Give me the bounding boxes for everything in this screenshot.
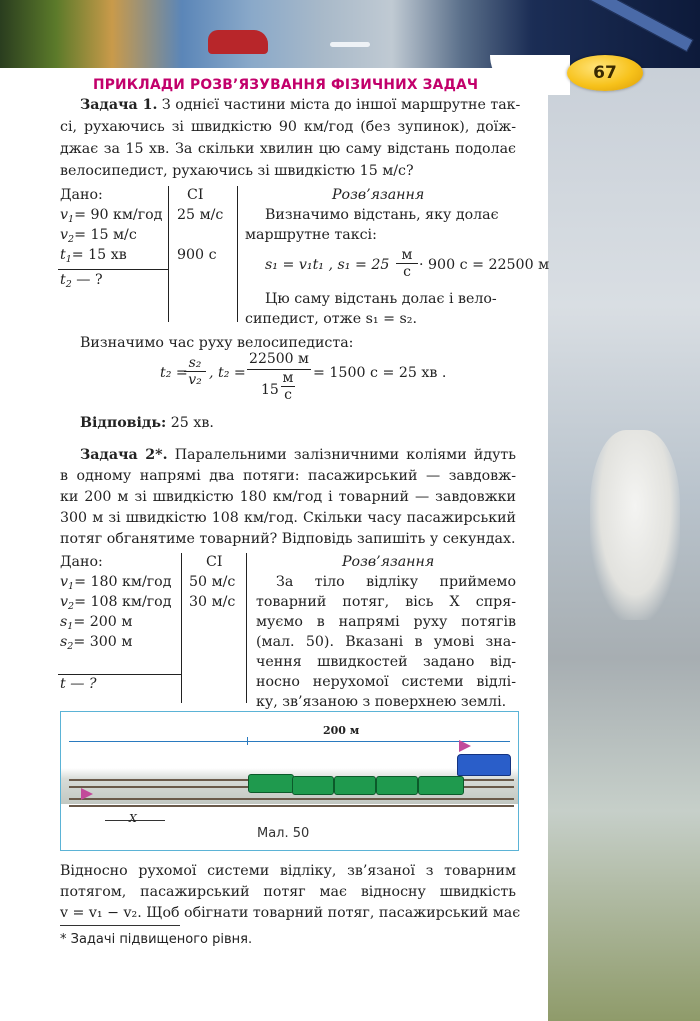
formula-s1-left: s₁ = v₁t₁ , s₁ = 25 [265, 257, 390, 273]
given-2-4: $s_2= 300$ м [60, 634, 133, 652]
solution2-line-6: носно нерухомої системи відлі- [256, 674, 516, 690]
closing-line-3: v = v₁ − v₂. Щоб обігнати товарний потяг, пасажирський має [60, 905, 521, 921]
task1-line-4: велосипедист, рухаючись зі швидкістю 15 м/с? [60, 163, 414, 179]
solution-title-2: Розв’язання [342, 554, 435, 570]
si-title-1: СІ [187, 187, 204, 203]
task2-line-1: Задача 2*. Паралельними залізничними коліями йдуть [80, 447, 516, 463]
freight-car-4 [376, 776, 418, 795]
end-flag [459, 740, 471, 752]
si-solution-divider-1 [237, 186, 238, 322]
solution1-line-2: маршрутне таксі: [245, 227, 377, 243]
given-2-2: $v_2= 108$ км/год [60, 594, 172, 612]
horse-image [590, 430, 680, 620]
given-title-1: Дано: [60, 187, 103, 203]
solution1-line-3: Цю саму відстань долає і вело- [265, 291, 497, 307]
given-title-2: Дано: [60, 554, 103, 570]
si-2-2: 30 м/с [189, 594, 236, 610]
closing-line-2: потягом, пасажирський потяг має відносну швидкість [60, 884, 516, 900]
given-1-3: $t_1= 15$ хв [60, 247, 127, 265]
find-1: $t_2$ — ? [60, 272, 103, 290]
plane-image [330, 42, 370, 47]
t2-fraction: $\frac{\text{s₂}}{\text{v₂}}$ [184, 355, 206, 388]
solution1-line-1: Визначимо відстань, яку долає [265, 207, 499, 223]
given-1-2: $v_2= 15$ м/с [60, 227, 137, 245]
given-si-divider-1 [168, 186, 169, 322]
solution-title-1: Розв’язання [332, 187, 425, 203]
t2-lhs: t₂ = [160, 365, 188, 381]
answer-1: Відповідь: 25 хв. [80, 415, 214, 431]
solution2-line-7: ку, зв’язаною з поверхнею землі. [256, 694, 507, 710]
given-2-3: $s_1= 200$ м [60, 614, 133, 632]
x-axis-label: X [129, 812, 137, 825]
section-heading: ПРИКЛАДИ РОЗВ’ЯЗУВАННЯ ФІЗИЧНИХ ЗАДАЧ [93, 77, 479, 93]
given-1-1: $v_1= 90$ км/год [60, 207, 163, 225]
solution2-line-4: (мал. 50). Вказані в умові зна- [256, 634, 516, 650]
task2-line-2: в одному напрямі два потяги: пасажирський — завдовж- [60, 468, 516, 484]
formula-s1-right: · 900 с = 22500 м [419, 257, 550, 273]
si-1-3: 900 с [177, 247, 217, 263]
si-title-2: СІ [206, 554, 223, 570]
si-2-1: 50 м/с [189, 574, 236, 590]
closing-line-1: Відносно рухомої системи відліку, зв’язаної з товарним [60, 863, 516, 879]
find-2: t — ? [60, 676, 97, 692]
freight-car-2 [292, 776, 334, 795]
solution2-line-2: товарний потяг, вісь X спря- [256, 594, 516, 610]
solution2-line-1: За тіло відліку приймемо [276, 574, 516, 590]
formula-s1-unit: м с [396, 247, 418, 280]
solution1-line-4: сипедист, отже s₁ = s₂. [245, 311, 417, 327]
footnote-rule [60, 925, 180, 926]
task2-line-3: ки 200 м зі швидкістю 180 км/год і товарний — завдовжки [60, 489, 516, 505]
task1-line-2: сі, рухаючись зі швидкістю 90 км/год (без зупинок), доїж- [60, 119, 516, 135]
task1-line-1: Задача 1. З однієї частини міста до іншої маршрутне так- [80, 97, 521, 113]
start-flag [81, 788, 93, 800]
freight-car-5 [418, 776, 464, 795]
given-divider-1 [58, 269, 168, 270]
t2-big-fraction: 22500 м 15 м с [247, 350, 311, 410]
passenger-train [457, 754, 511, 776]
task2-line-4: 300 м зі швидкістю 108 км/год. Скільки часу пасажирський [60, 510, 516, 526]
solution2-line-3: муємо в напрямі руху потягів [256, 614, 516, 630]
si-1-1: 25 м/с [177, 207, 224, 223]
footnote: * Задачі підвищеного рівня. [60, 932, 253, 947]
freight-car-3 [334, 776, 376, 795]
car-image [208, 30, 268, 54]
rail-lower-2 [69, 805, 514, 807]
distance-arrow [69, 741, 510, 742]
distance-label: 200 м [323, 724, 360, 737]
task1-line-3: джає за 15 хв. За скільки хвилин цю саму відстань подолає [60, 141, 516, 157]
figure-caption: Мал. 50 [257, 826, 310, 841]
task2-line-5: потяг обганятиме товарний? Відповідь запишіть у секундах. [60, 531, 516, 547]
solution2-line-5: чення швидкостей задано від- [256, 654, 516, 670]
distance-tick-left [247, 737, 248, 745]
time-intro: Визначимо час руху велосипедиста: [80, 335, 354, 351]
given-2-1: $v_1= 180$ км/год [60, 574, 172, 592]
rail-lower [69, 798, 514, 800]
t2-result: = 1500 с = 25 хв . [313, 365, 447, 381]
t2-mid: , t₂ = [209, 365, 246, 381]
page-number-badge: 67 [567, 55, 643, 91]
given-si-divider-2 [181, 553, 182, 703]
freight-car-1 [248, 774, 294, 793]
si-solution-divider-2 [246, 553, 247, 703]
